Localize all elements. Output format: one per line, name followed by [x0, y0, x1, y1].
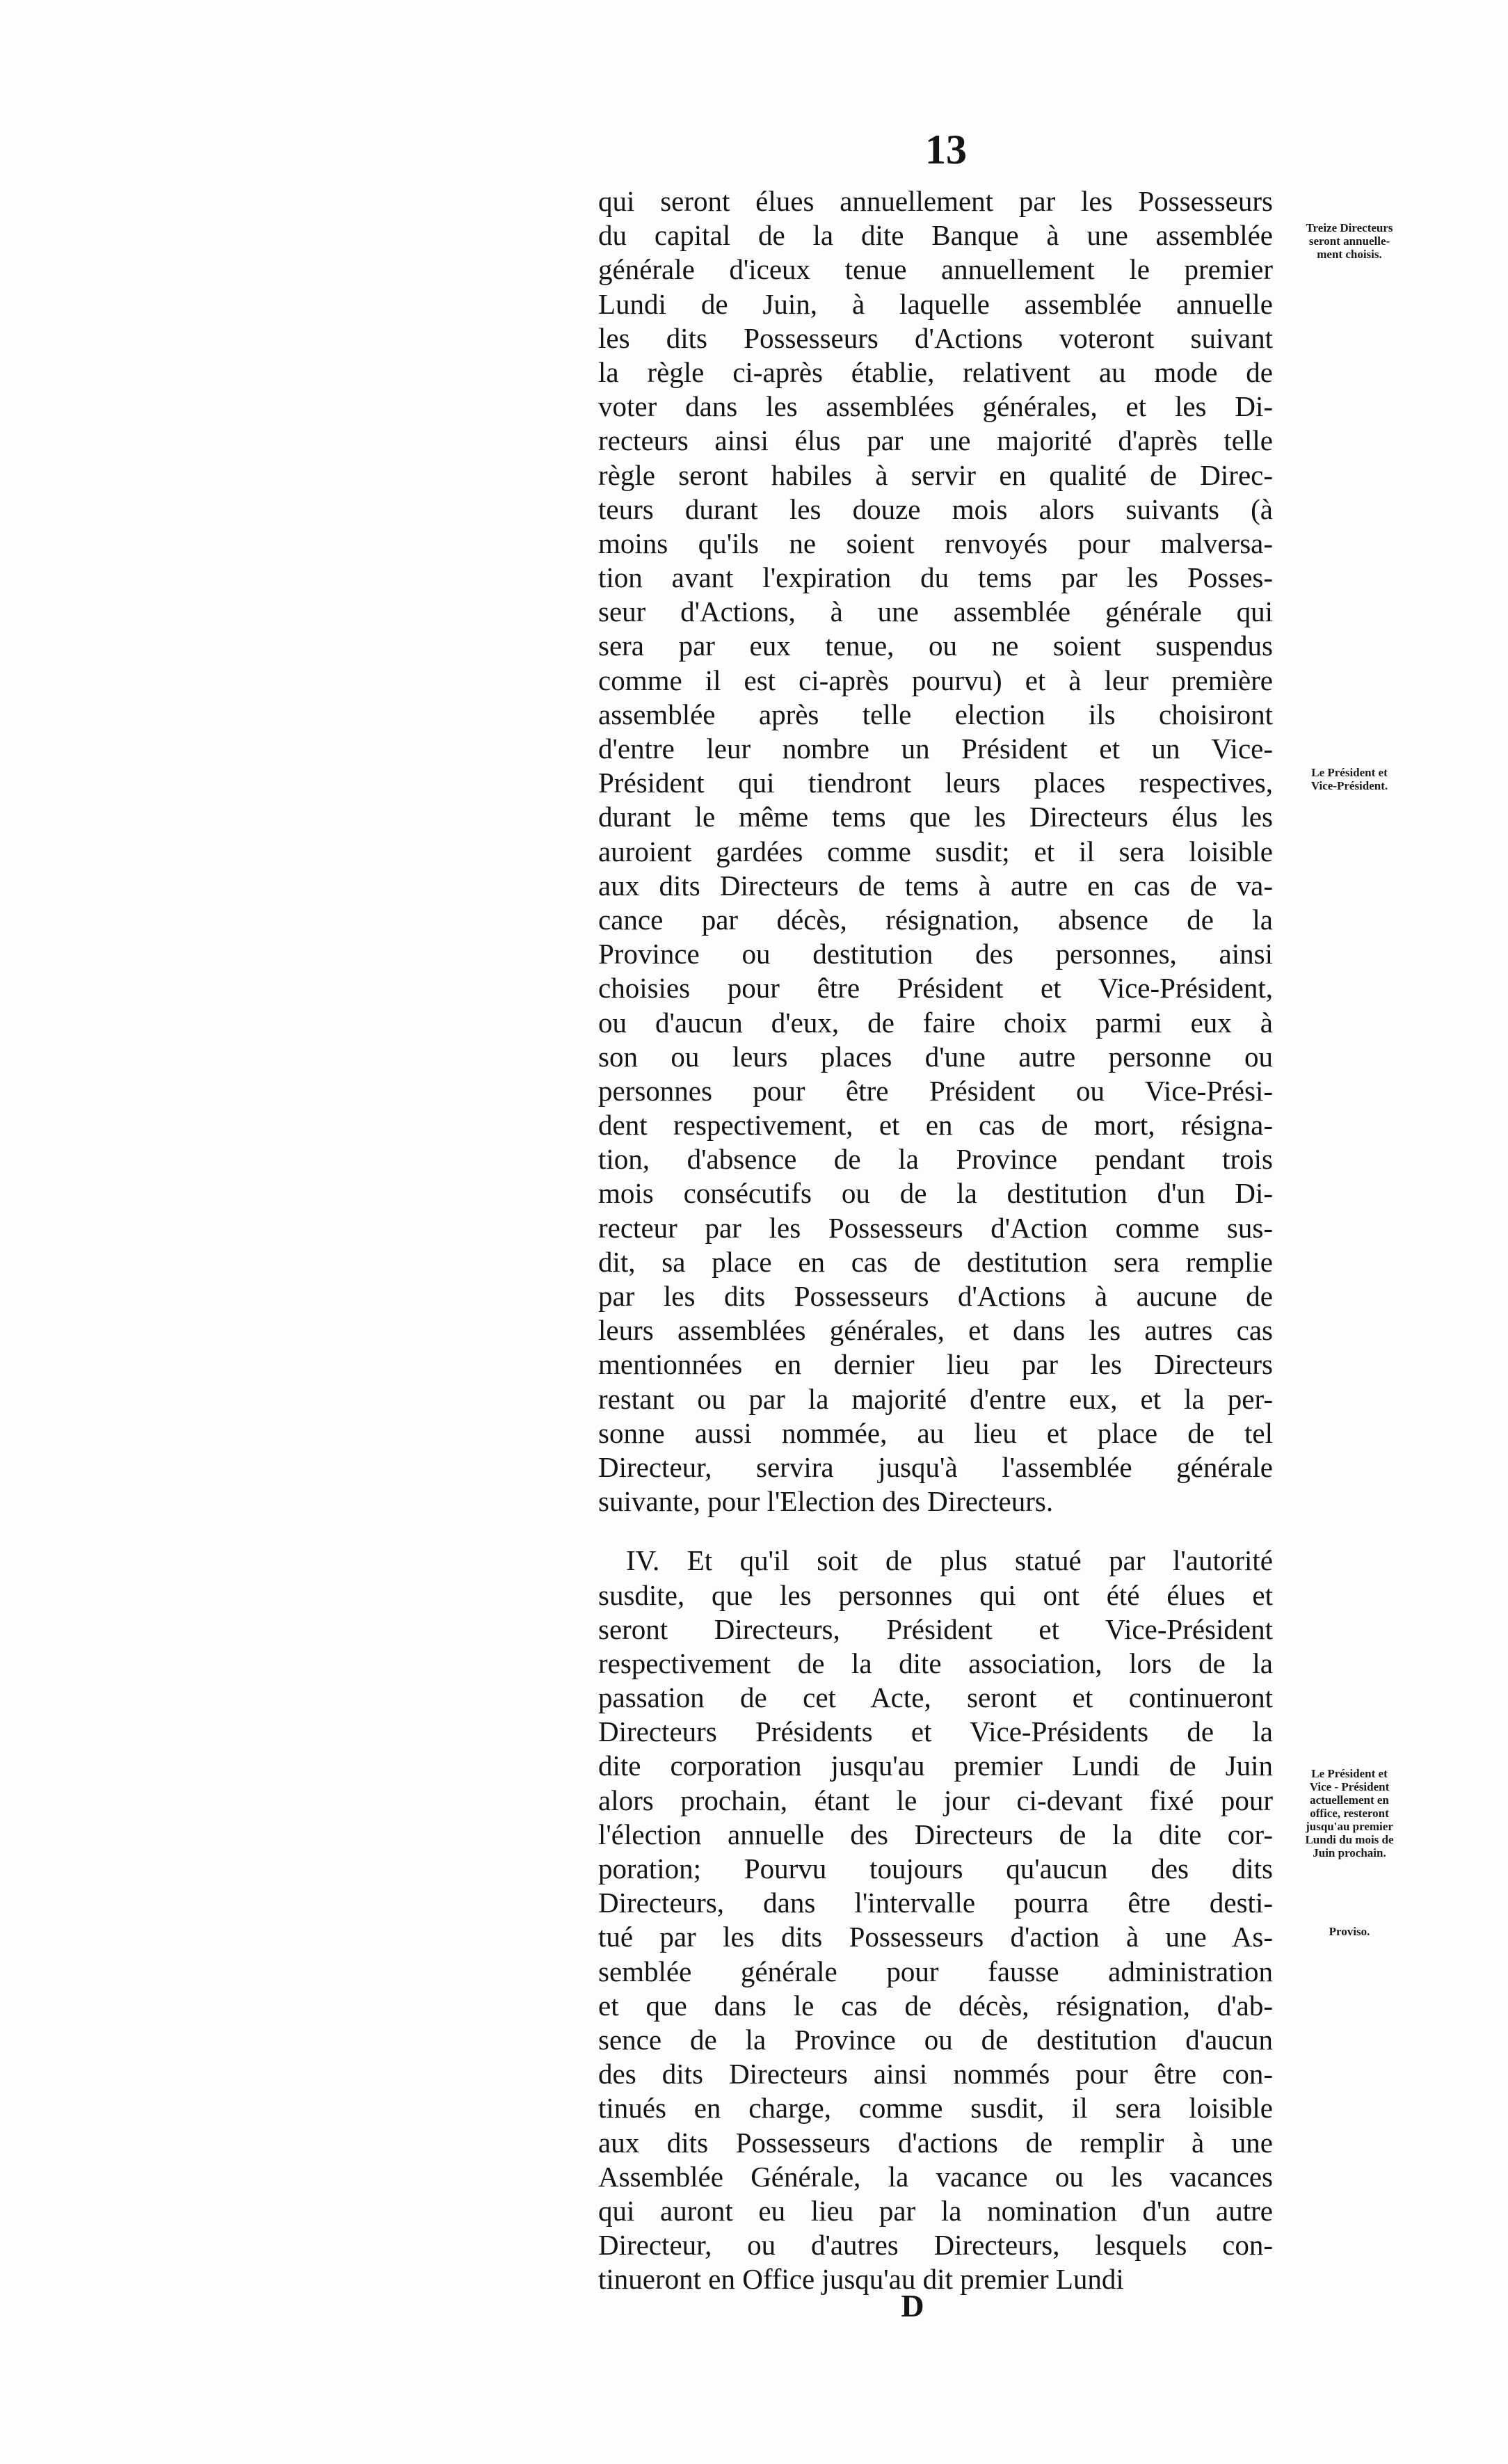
- signature-mark: D: [901, 2288, 924, 2323]
- margin-note-line: Le Président et: [1311, 766, 1388, 779]
- text-line: choisies pour être Président et Vice-Président,: [598, 972, 1273, 1005]
- text-line: seur d'Actions, à une assemblée générale qui: [598, 595, 1273, 628]
- text-line: dite corporation jusqu'au premier Lundi de Juin: [598, 1750, 1273, 1782]
- paragraph-2: [598, 1544, 1273, 2296]
- text-line: Directeurs Présidents et Vice-Présidents de la: [598, 1715, 1273, 1748]
- text-line: ou d'aucun d'eux, de faire choix parmi eux à: [598, 1006, 1273, 1039]
- text-line: personnes pour être Président ou Vice-Prési-: [598, 1074, 1273, 1107]
- text-line: Assemblée Générale, la vacance ou les vacances: [598, 2160, 1273, 2193]
- text-line: tinueront en Office jusqu'au dit premier Lundi: [598, 2263, 1124, 2296]
- margin-note-president-vice: [1280, 766, 1419, 792]
- text-line: Lundi de Juin, à laquelle assemblée annuelle: [598, 287, 1273, 320]
- text-line: moins qu'ils ne soient renvoyés pour malversa-: [598, 527, 1273, 559]
- text-line: Président qui tiendront leurs places respectives,: [598, 767, 1273, 799]
- text-line: l'élection annuelle des Directeurs de la dite cor-: [598, 1818, 1273, 1850]
- text-line: d'entre leur nombre un Président et un Vice-: [598, 733, 1273, 765]
- text-line: comme il est ci-après pourvu) et à leur première: [598, 664, 1273, 696]
- text-line: restant ou par la majorité d'entre eux, et la per-: [598, 1382, 1273, 1415]
- text-line: qui auront eu lieu par la nomination d'un autre: [598, 2194, 1273, 2227]
- text-line: cance par décès, résignation, absence de la: [598, 903, 1273, 936]
- text-line: poration; Pourvu toujours qu'aucun des dits: [598, 1853, 1273, 1885]
- margin-note-line: Le Président et: [1311, 1767, 1388, 1780]
- margin-note-line: actuellement en: [1310, 1793, 1389, 1807]
- text-line: durant le même tems que les Directeurs élus les: [598, 801, 1273, 833]
- text-line: auroient gardées comme susdit; et il sera loisible: [598, 835, 1273, 867]
- text-line: son ou leurs places d'une autre personne ou: [598, 1040, 1273, 1073]
- text-line: teurs durant les douze mois alors suivants (à: [598, 493, 1273, 525]
- margin-note-line: Juin prochain.: [1313, 1846, 1386, 1859]
- text-line: générale d'iceux tenue annuellement le premier: [598, 253, 1273, 286]
- margin-note-line: Vice-Président.: [1310, 779, 1388, 792]
- text-line: les dits Possesseurs d'Actions voteront suivant: [598, 321, 1273, 354]
- text-line: la règle ci-après établie, relativent au mode de: [598, 355, 1273, 388]
- margin-note-line: ment choisis.: [1317, 248, 1382, 261]
- text-line: Directeurs, dans l'intervalle pourra être desti-: [598, 1887, 1273, 1919]
- paragraph-gap: [598, 1519, 1273, 1544]
- text-line: susdite, que les personnes qui ont été élues et: [598, 1578, 1273, 1611]
- text-line: du capital de la dite Banque à une assemblée: [598, 219, 1273, 252]
- text-line: tion avant l'expiration du tems par les Posses-: [598, 561, 1273, 594]
- text-line: qui seront élues annuellement par les Possesseurs: [598, 185, 1273, 217]
- text-line: seront Directeurs, Président et Vice-Président: [598, 1613, 1273, 1645]
- margin-note-line: Proviso.: [1329, 1925, 1370, 1938]
- margin-note-line: office, resteront: [1310, 1807, 1389, 1820]
- text-line: mois consécutifs ou de la destitution d'un Di-: [598, 1177, 1273, 1210]
- text-line: semblée générale pour fausse administration: [598, 1955, 1273, 1987]
- paragraph-1: [598, 184, 1273, 1519]
- text-line: mentionnées en dernier lieu par les Directeurs: [598, 1348, 1273, 1381]
- text-line: tinués en charge, comme susdit, il sera loisible: [598, 2092, 1273, 2125]
- text-line: tué par les dits Possesseurs d'action à une As-: [598, 1921, 1273, 1953]
- margin-note-line: Lundi du mois de: [1305, 1833, 1394, 1846]
- text-line: alors prochain, étant le jour ci-devant fixé pour: [598, 1784, 1273, 1816]
- text-line: assemblée après telle election ils choisiront: [598, 698, 1273, 730]
- text-line: Directeur, ou d'autres Directeurs, lesquels con-: [598, 2229, 1273, 2262]
- text-line: et que dans le cas de décès, résignation, d'ab-: [598, 1989, 1273, 2022]
- text-line: respectivement de la dite association, lors de la: [598, 1647, 1273, 1679]
- margin-note-line: jusqu'au premier: [1306, 1820, 1393, 1833]
- text-line: sera par eux tenue, ou ne soient suspendus: [598, 630, 1273, 662]
- margin-note-treize-directeurs: [1280, 221, 1419, 261]
- text-line: Directeur, servira jusqu'à l'assemblée générale: [598, 1450, 1273, 1483]
- text-line: suivante, pour l'Election des Directeurs.: [598, 1485, 1054, 1518]
- body-text: [598, 184, 1273, 2296]
- text-line: tion, d'absence de la Province pendant trois: [598, 1143, 1273, 1176]
- text-line: des dits Directeurs ainsi nommés pour être con-: [598, 2058, 1273, 2090]
- page-number: 13: [925, 127, 967, 173]
- text-line: aux dits Directeurs de tems à autre en cas de va-: [598, 869, 1273, 902]
- text-line: recteurs ainsi élus par une majorité d'après telle: [598, 424, 1273, 457]
- text-line: règle seront habiles à servir en qualité de Direc-: [598, 458, 1273, 491]
- text-line: dit, sa place en cas de destitution sera remplie: [598, 1245, 1273, 1278]
- text-line: recteur par les Possesseurs d'Action comme sus-: [598, 1211, 1273, 1244]
- margin-note-line: Treize Directeurs: [1306, 221, 1393, 234]
- text-line: sence de la Province ou de destitution d'aucun: [598, 2023, 1273, 2056]
- margin-note-line: Vice - Président: [1309, 1780, 1390, 1793]
- text-line: sonne aussi nommée, au lieu et place de tel: [598, 1416, 1273, 1449]
- text-line: dent respectivement, et en cas de mort, résigna-: [598, 1109, 1273, 1142]
- text-line: leurs assemblées générales, et dans les autres cas: [598, 1314, 1273, 1347]
- text-line: aux dits Possesseurs d'actions de remplir à une: [598, 2126, 1273, 2159]
- text-line: Province ou destitution des personnes, ainsi: [598, 938, 1273, 970]
- margin-note-proviso: [1280, 1925, 1419, 1938]
- margin-note-president-restent: [1280, 1767, 1419, 1859]
- text-line: IV. Et qu'il soit de plus statué par l'autorité: [626, 1544, 1273, 1577]
- text-line: voter dans les assemblées générales, et les Di-: [598, 390, 1273, 423]
- margin-note-line: seront annuelle-: [1308, 234, 1390, 248]
- text-line: passation de cet Acte, seront et continueront: [598, 1681, 1273, 1714]
- text-line: par les dits Possesseurs d'Actions à aucune de: [598, 1280, 1273, 1312]
